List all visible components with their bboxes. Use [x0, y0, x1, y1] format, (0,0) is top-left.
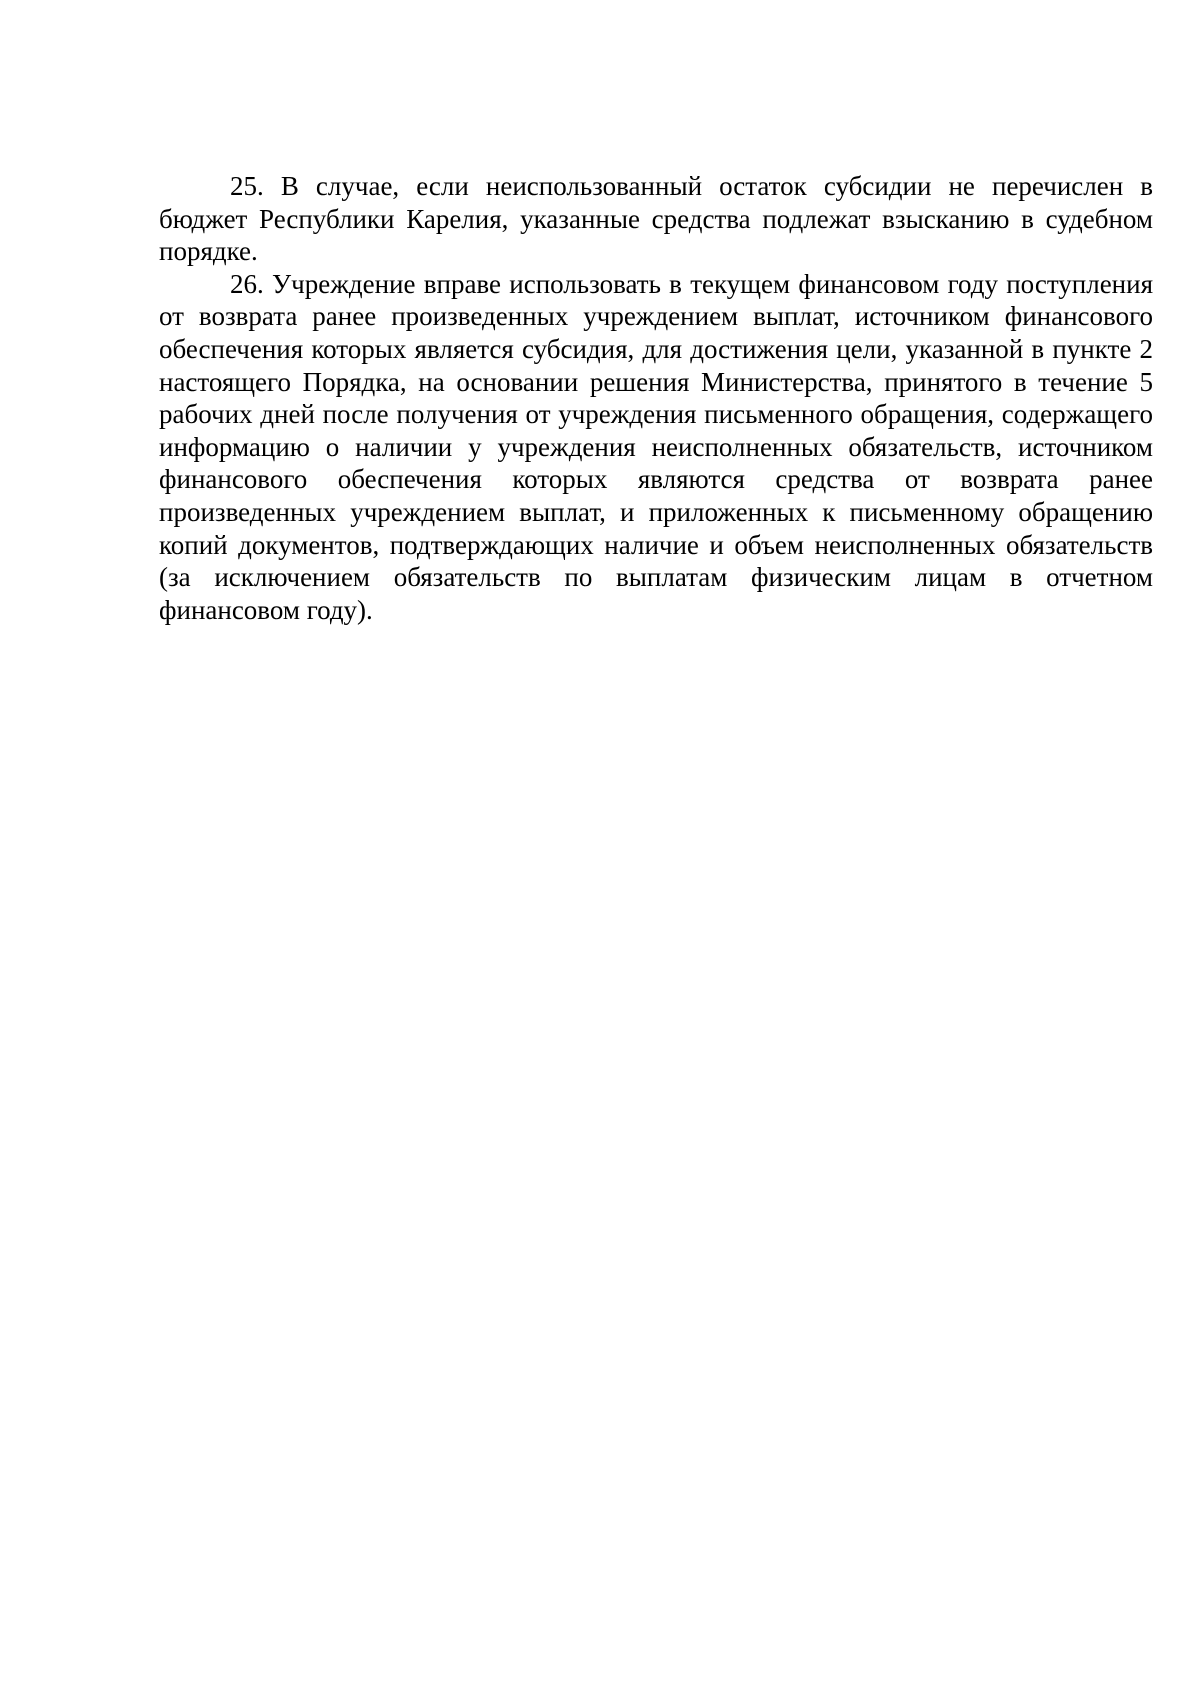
paragraph-26: 26. Учреждение вправе использовать в текущем финансовом году поступления от возврата ранее произведенных учреждением выплат, источником финансового обеспечения которых является субсидия, для достижения цели, указанной в пункте 2 настоящего Порядка, на основании решения Министерства, принятого в течение 5 рабочих дней после получения от учреждения письменного обращения, содержащего информацию о наличии у учреждения неисполненных обязательств, источником финансового обеспечения которых являются средства от возврата ранее произведенных учреждением выплат, и приложенных к письменному обращению копий документов, подтверждающих наличие и объем неисполненных обязательств (за исключением обязательств по выплатам физическим лицам в отчетном финансовом году). [159, 268, 1153, 625]
paragraph-25: 25. В случае, если неиспользованный остаток субсидии не перечислен в бюджет Республики Карелия, указанные средства подлежат взысканию в судебном порядке. [159, 171, 1153, 267]
document-body [159, 170, 1153, 626]
